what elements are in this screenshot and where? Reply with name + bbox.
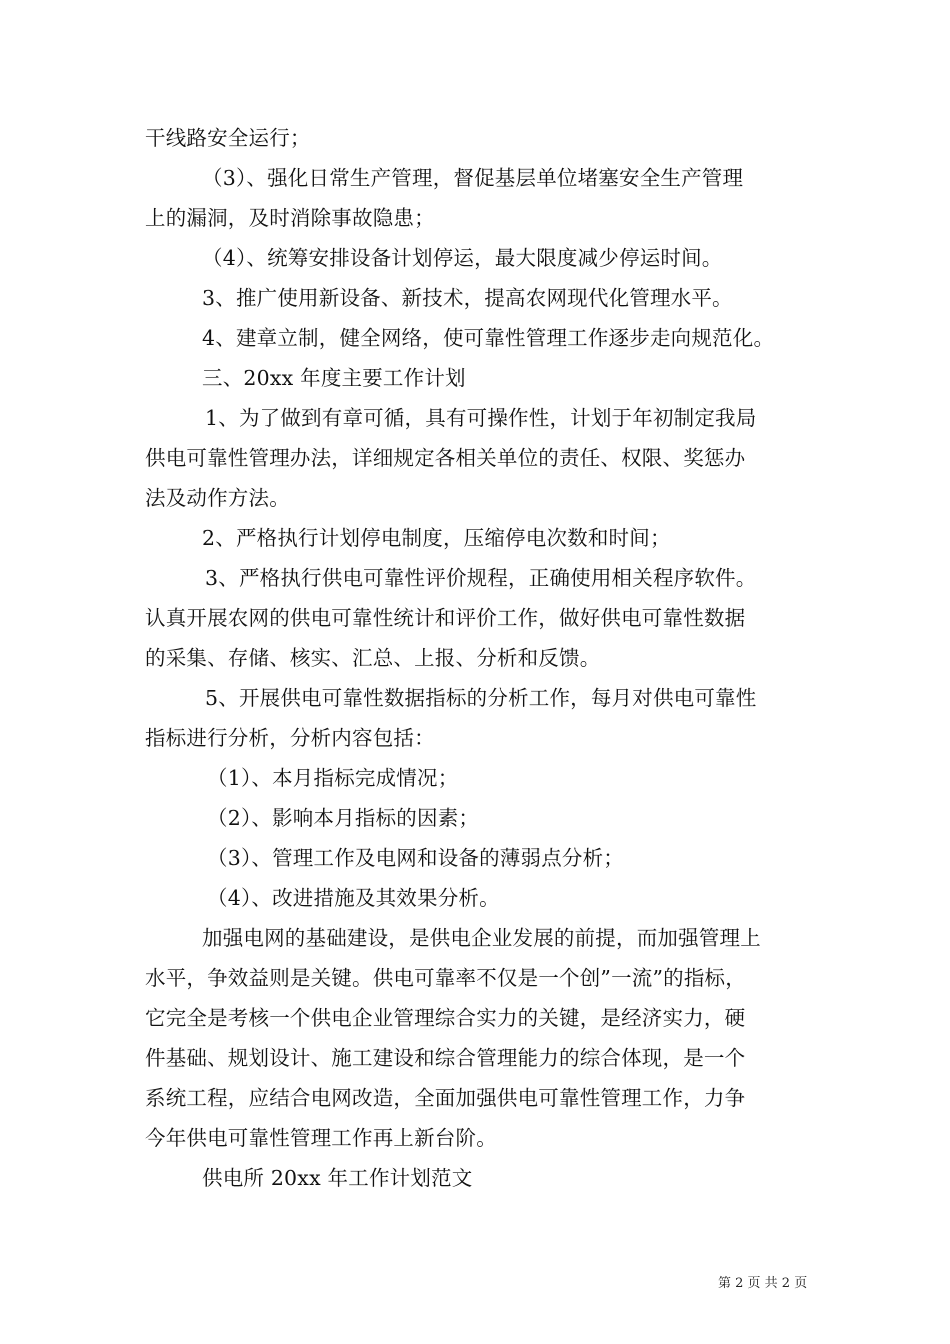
list-item: （3）、管理工作及电网和设备的薄弱点分析； (207, 846, 624, 870)
paragraph-line: 上的漏洞，及时消除事故隐患； (145, 206, 435, 230)
paragraph-line: 供电可靠性管理办法，详细规定各相关单位的责任、权限、奖惩办 (145, 446, 746, 470)
document-body (145, 118, 815, 1198)
paragraph-line: （4）、统筹安排设备计划停运，最大限度减少停运时间。 (202, 246, 723, 270)
paragraph-line: 3、严格执行供电可靠性评价规程，正确使用相关程序软件。 (205, 566, 757, 590)
paragraph-line: 的采集、存储、核实、汇总、上报、分析和反馈。 (145, 646, 601, 670)
paragraph-line: 法及动作方法。 (145, 486, 290, 510)
paragraph-line: 2、严格执行计划停电制度，压缩停电次数和时间； (202, 526, 671, 550)
paragraph-line: 系统工程，应结合电网改造，全面加强供电可靠性管理工作，力争 (145, 1086, 746, 1110)
section-heading: 三、20xx 年度主要工作计划 (202, 366, 466, 390)
paragraph-line: 5、开展供电可靠性数据指标的分析工作，每月对供电可靠性 (205, 686, 757, 710)
paragraph-line: 加强电网的基础建设，是供电企业发展的前提，而加强管理上 (202, 926, 761, 950)
list-item: （4）、改进措施及其效果分析。 (207, 886, 500, 910)
paragraph-line: 水平，争效益则是关键。供电可靠率不仅是一个创”一流”的指标， (145, 966, 746, 990)
paragraph-line: 1、为了做到有章可循，具有可操作性，计划于年初制定我局 (205, 406, 757, 430)
list-item: （2）、影响本月指标的因素； (207, 806, 480, 830)
paragraph-line: 干线路安全运行； (145, 126, 311, 150)
paragraph-line: 3、推广使用新设备、新技术，提高农网现代化管理水平。 (202, 286, 733, 310)
paragraph-line: 件基础、规划设计、施工建设和综合管理能力的综合体现，是一个 (145, 1046, 746, 1070)
paragraph-line: （3）、强化日常生产管理，督促基层单位堵塞安全生产管理 (202, 166, 744, 190)
page-number-footer: 第 2 页 共 2 页 (718, 1276, 808, 1291)
list-item: （1）、本月指标完成情况； (207, 766, 459, 790)
paragraph-line: 今年供电可靠性管理工作再上新台阶。 (145, 1126, 497, 1150)
closing-title: 供电所 20xx 年工作计划范文 (202, 1166, 473, 1190)
paragraph-line: 4、建章立制，健全网络，使可靠性管理工作逐步走向规范化。 (202, 326, 775, 350)
paragraph-line: 认真开展农网的供电可靠性统计和评价工作，做好供电可靠性数据 (145, 606, 746, 630)
paragraph-line: 它完全是考核一个供电企业管理综合实力的关键，是经济实力，硬 (145, 1006, 746, 1030)
paragraph-line: 指标进行分析，分析内容包括： (145, 726, 435, 750)
